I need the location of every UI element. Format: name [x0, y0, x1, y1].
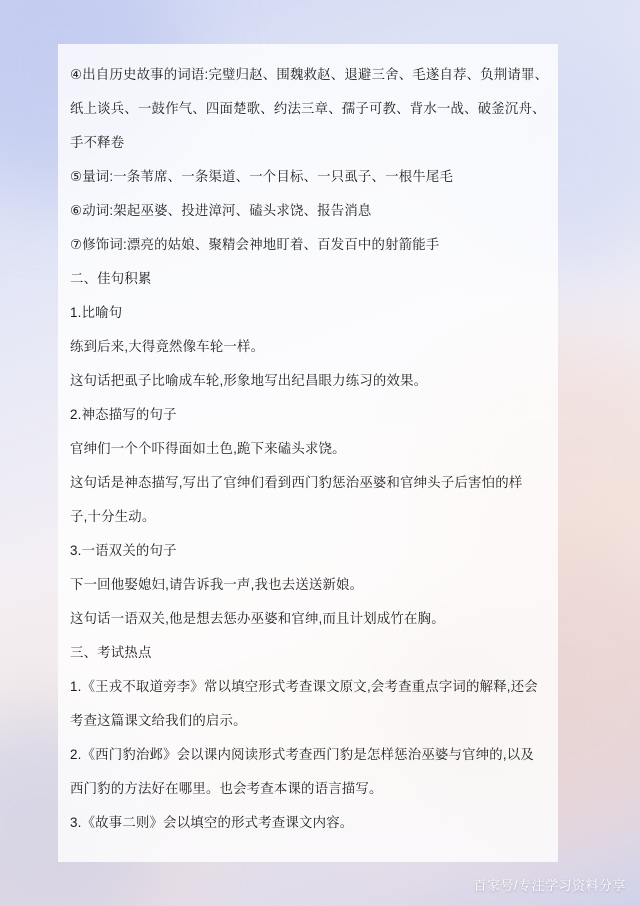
- watermark-label: 百家号/专注学习资料分享: [473, 878, 626, 893]
- text-line: 纸上谈兵、一鼓作气、四面楚歌、约法三章、孺子可教、背水一战、破釜沉舟、: [70, 101, 546, 116]
- text-line: 3.一语双关的句子: [70, 543, 177, 558]
- text-line: 西门豹的方法好在哪里。也会考查本课的语言描写。: [70, 781, 383, 796]
- text-line: ⑤量词:一条苇席、一条渠道、一个目标、一只虱子、一根牛尾毛: [70, 169, 454, 184]
- text-line: 2.神态描写的句子: [70, 407, 177, 422]
- text-line: 官绅们一个个吓得面如土色,跪下来磕头求饶。: [70, 441, 346, 456]
- document-text-body: [58, 44, 558, 862]
- text-line: 练到后来,大得竟然像车轮一样。: [70, 339, 265, 354]
- text-line: ④出自历史故事的词语:完璧归赵、围魏救赵、退避三舍、毛遂自荐、负荆请罪、: [70, 67, 549, 82]
- text-line: ⑦修饰词:漂亮的姑娘、聚精会神地盯着、百发百中的射箭能手: [70, 237, 440, 252]
- text-line: 这句话是神态描写,写出了官绅们看到西门豹惩治巫婆和官绅头子后害怕的样: [70, 475, 523, 490]
- section-heading: 三、考试热点: [70, 645, 152, 660]
- section-heading: 二、佳句积累: [70, 271, 152, 286]
- text-line: 下一回他娶媳妇,请告诉我一声,我也去送送新娘。: [70, 577, 364, 592]
- text-line: 1.《王戎不取道旁李》常以填空形式考查课文原文,会考查重点字词的解释,还会: [70, 679, 538, 694]
- text-line: ⑥动词:架起巫婆、投进漳河、磕头求饶、报告消息: [70, 203, 372, 218]
- text-line: 2.《西门豹治邺》会以课内阅读形式考查西门豹是怎样惩治巫婆与官绅的,以及: [70, 747, 534, 762]
- text-line: 这句话把虱子比喻成车轮,形象地写出纪昌眼力练习的效果。: [70, 373, 428, 388]
- text-line: 3.《故事二则》会以填空的形式考查课文内容。: [70, 815, 354, 830]
- text-line: 子,十分生动。: [70, 509, 156, 524]
- text-line: 手不释卷: [70, 135, 125, 150]
- text-line: 这句话一语双关,他是想去惩办巫婆和官绅,而且计划成竹在胸。: [70, 611, 445, 626]
- text-line: 考查这篇课文给我们的启示。: [70, 713, 247, 728]
- text-line: 1.比喻句: [70, 305, 123, 320]
